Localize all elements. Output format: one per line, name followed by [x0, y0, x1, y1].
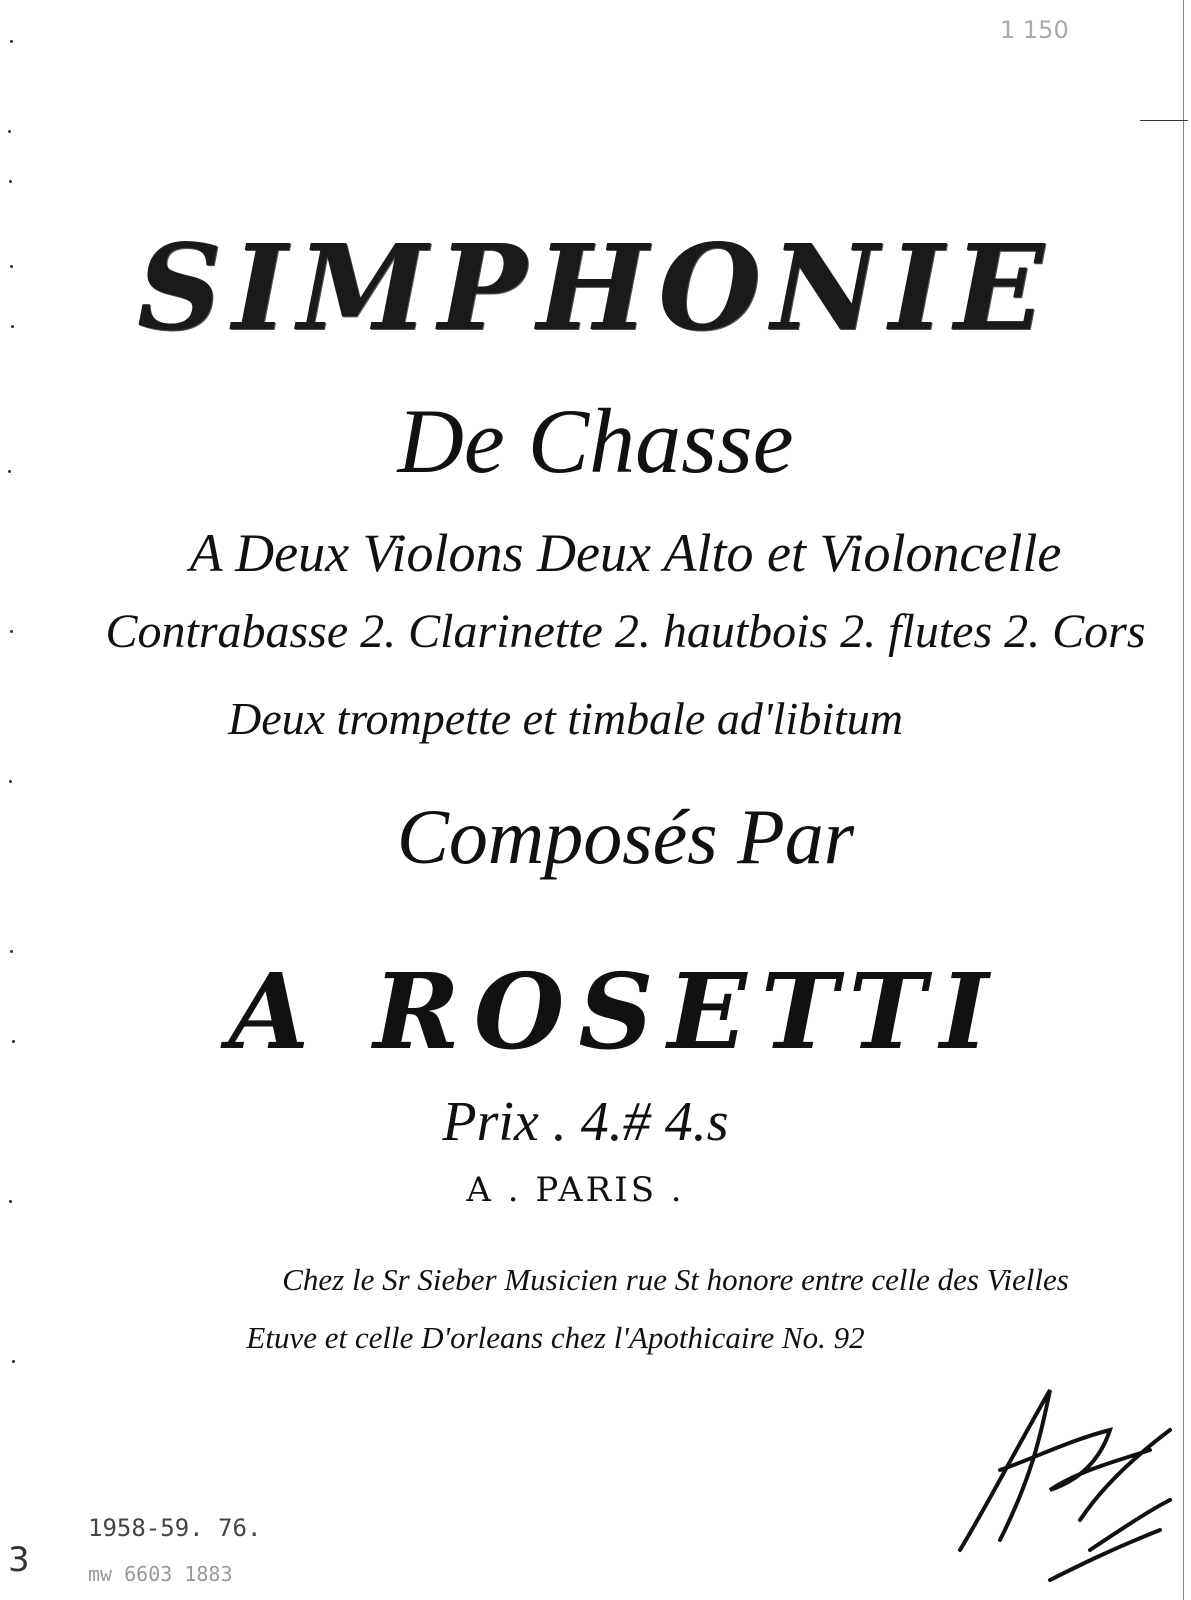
margin-speck: [12, 1040, 15, 1043]
top-right-rule: [1140, 120, 1188, 121]
margin-speck: [8, 130, 11, 133]
instrumentation-line-1: A Deux Violons Deux Alto et Violoncelle: [189, 523, 1062, 583]
margin-speck: [11, 325, 14, 328]
title: SIMPHONIE: [136, 218, 1055, 357]
corner-mark: 3: [8, 1540, 30, 1580]
price: Prix . 4.# 4.s: [442, 1091, 729, 1153]
inventory-note-2: mw 6603 1883: [88, 1562, 233, 1586]
instrumentation-line-3: Deux trompette et timbale ad'libitum: [228, 693, 903, 744]
margin-speck: [10, 630, 13, 633]
instrumentation-line-2: Contrabasse 2. Clarinette 2. hautbois 2. flutes 2. Cors: [105, 605, 1146, 658]
city: A . PARIS .: [466, 1170, 685, 1210]
margin-speck: [12, 1360, 15, 1363]
margin-speck: [10, 950, 13, 953]
margin-speck: [9, 780, 12, 783]
subtitle: De Chasse: [397, 390, 794, 492]
publisher-address-line-1: Chez le Sr Sieber Musicien rue St honore entre celle des Vielles: [282, 1262, 1069, 1297]
margin-speck: [10, 40, 13, 43]
margin-speck: [9, 1200, 12, 1203]
margin-speck: [9, 180, 12, 183]
shelfmark: 1 150: [1000, 16, 1069, 44]
margin-speck: [10, 265, 13, 268]
composed-by: Composés Par: [396, 793, 855, 880]
composer-name: A ROSETTI: [228, 950, 1003, 1073]
publisher-signature: [930, 1350, 1180, 1600]
publisher-address-line-2: Etuve et celle D'orleans chez l'Apothicaire No. 92: [246, 1320, 865, 1355]
inventory-note-1: 1958-59. 76.: [88, 1514, 262, 1542]
margin-speck: [8, 470, 11, 473]
